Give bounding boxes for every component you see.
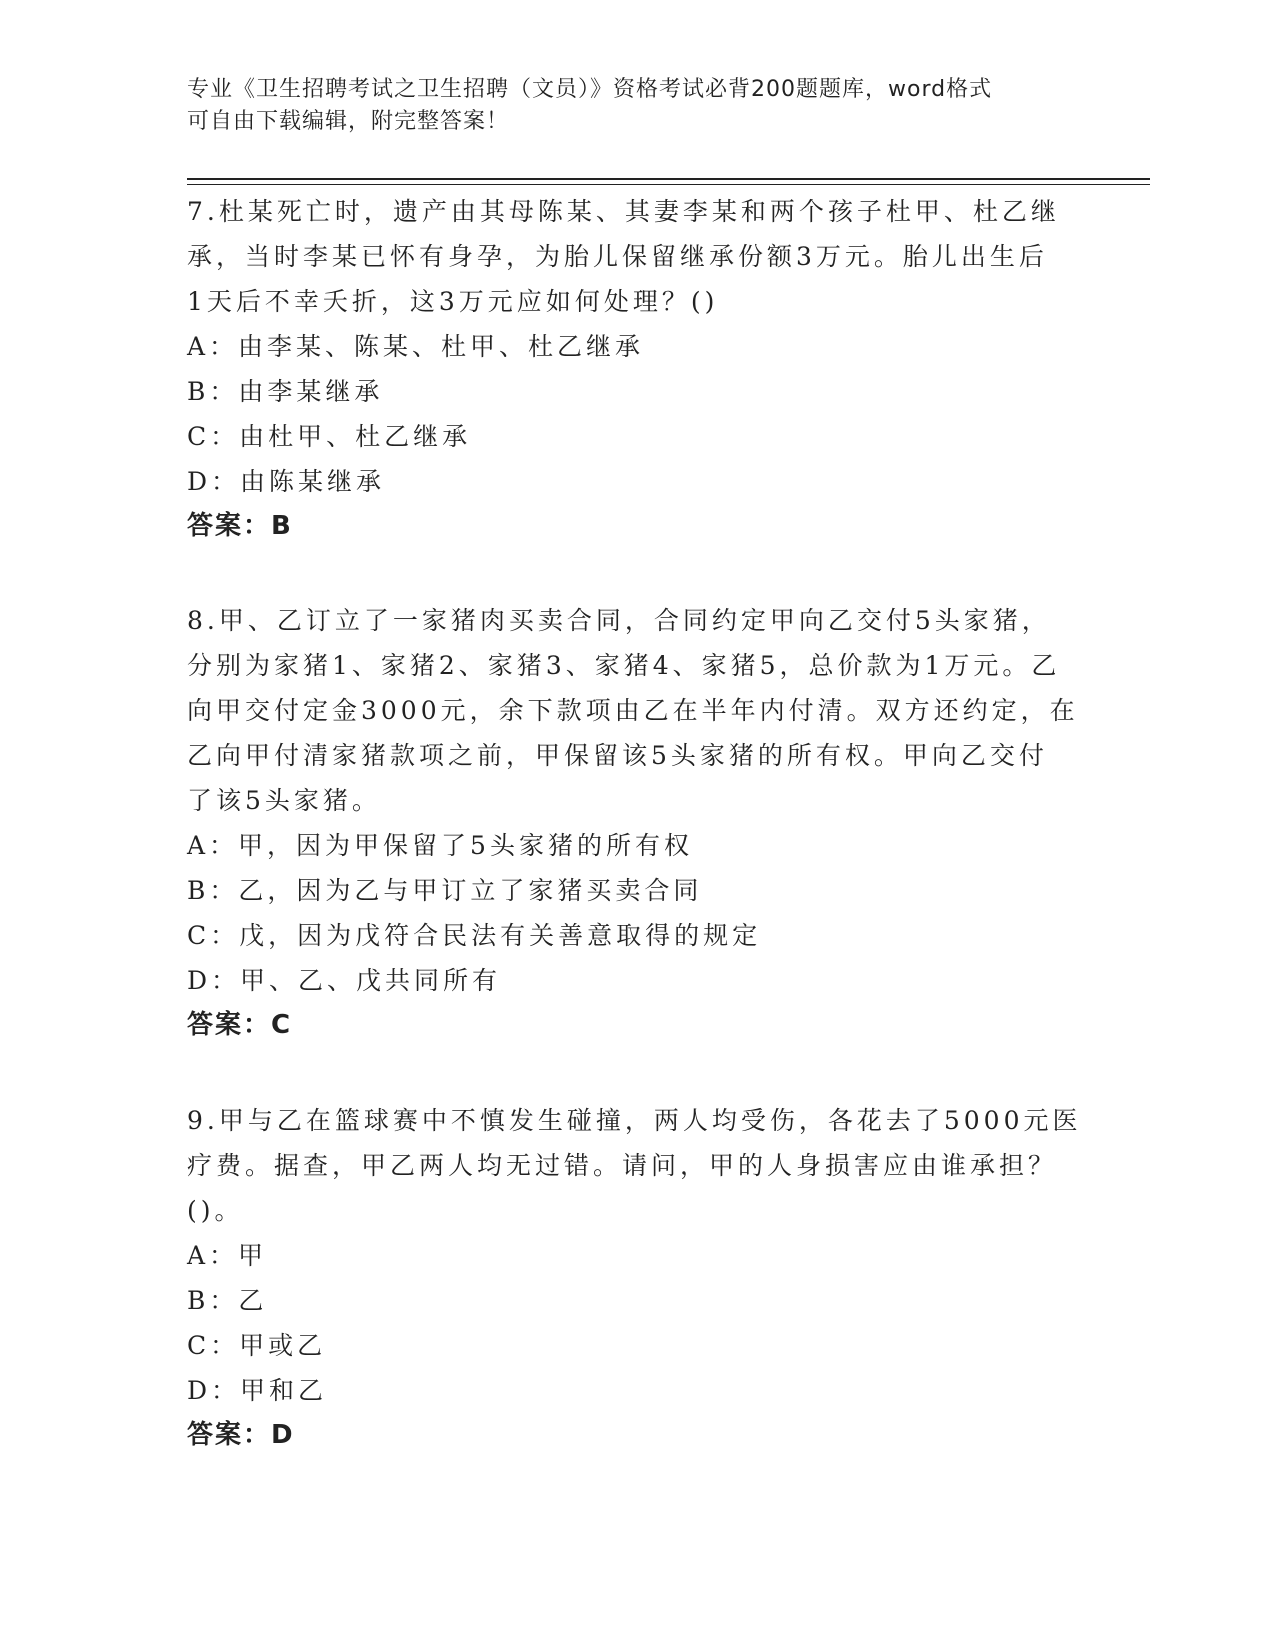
question-stem-line: 7.杜某死亡时，遗产由其母陈某、其妻李某和两个孩子杜甲、杜乙继 bbox=[187, 197, 1060, 226]
header-line-1: 专业《卫生招聘考试之卫生招聘（文员）》资格考试必背200题题库，word格式 bbox=[187, 77, 993, 102]
option-b: B：乙，因为乙与甲订立了家猪买卖合同 bbox=[187, 876, 703, 905]
question-stem-line: 9.甲与乙在篮球赛中不慎发生碰撞，两人均受伤，各花去了5000元医 bbox=[187, 1106, 1082, 1135]
question-stem-line: 乙向甲付清家猪款项之前，甲保留该5头家猪的所有权。甲向乙交付 bbox=[187, 741, 1048, 770]
question-stem-line: 向甲交付定金3000元，余下款项由乙在半年内付清。双方还约定，在 bbox=[187, 696, 1079, 725]
option-a: A：甲，因为甲保留了5头家猪的所有权 bbox=[187, 831, 693, 860]
question-stem-line: ()。 bbox=[187, 1196, 244, 1225]
header-line-2: 可自由下载编辑，附完整答案！ bbox=[187, 109, 510, 134]
option-d: D：甲和乙 bbox=[187, 1376, 328, 1405]
option-a: A：由李某、陈某、杜甲、杜乙继承 bbox=[187, 332, 645, 361]
question-stem-line: 疗费。据查，甲乙两人均无过错。请问，甲的人身损害应由谁承担？ bbox=[187, 1151, 1058, 1180]
question-9 bbox=[187, 1098, 1087, 1458]
answer-label: 答案：C bbox=[187, 1010, 293, 1040]
header-divider-thin bbox=[187, 184, 1150, 185]
option-d: D：由陈某继承 bbox=[187, 467, 386, 496]
option-a: A：甲 bbox=[187, 1241, 268, 1270]
option-b: B：乙 bbox=[187, 1286, 268, 1315]
option-d: D：甲、乙、戊共同所有 bbox=[187, 966, 502, 995]
option-c: C：由杜甲、杜乙继承 bbox=[187, 422, 472, 451]
question-stem-line: 分别为家猪1、家猪2、家猪3、家猪4、家猪5，总价款为1万元。乙 bbox=[187, 651, 1061, 680]
question-stem-line: 了该5头家猪。 bbox=[187, 786, 381, 815]
option-b: B：由李某继承 bbox=[187, 377, 384, 406]
question-stem-line: 承，当时李某已怀有身孕，为胎儿保留继承份额3万元。胎儿出生后 bbox=[187, 242, 1048, 271]
document-header bbox=[187, 74, 1087, 138]
option-c: C：戊，因为戊符合民法有关善意取得的规定 bbox=[187, 921, 762, 950]
question-7 bbox=[187, 189, 1087, 549]
answer-label: 答案：D bbox=[187, 1420, 295, 1450]
question-stem-line: 8.甲、乙订立了一家猪肉买卖合同，合同约定甲向乙交付5头家猪， bbox=[187, 606, 1051, 635]
question-8 bbox=[187, 598, 1087, 1048]
header-divider-thick bbox=[187, 178, 1150, 180]
answer-label: 答案：B bbox=[187, 511, 293, 541]
question-stem-line: 1天后不幸夭折，这3万元应如何处理？() bbox=[187, 287, 719, 316]
option-c: C：甲或乙 bbox=[187, 1331, 327, 1360]
